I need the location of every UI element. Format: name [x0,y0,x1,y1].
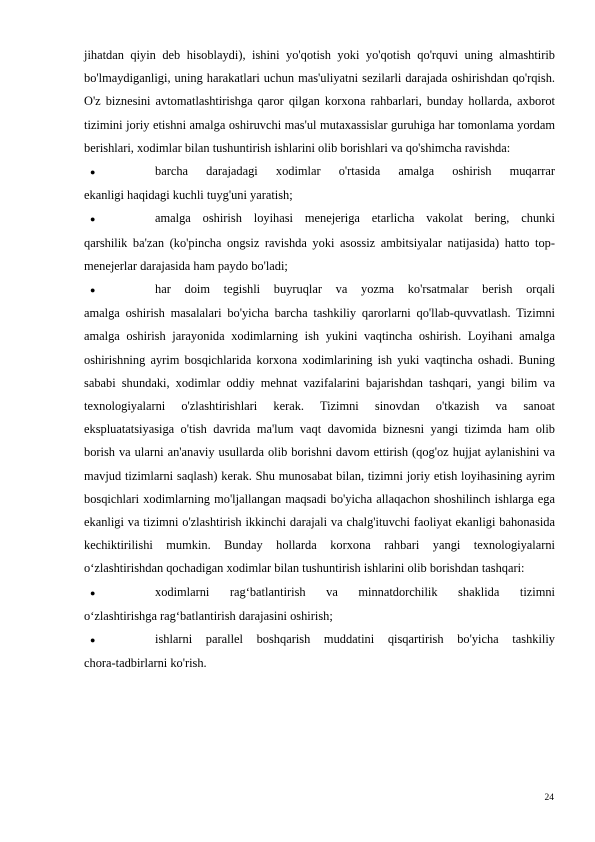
bullet-item [84,207,555,278]
bullet-text-continued: qarshilik ba'zan (ko'pincha ongsiz ravishda yoki asossiz ambitsiyalar natijasida) hatto top-menejerlar darajasida ham paydo bo'ladi; [84,235,555,273]
bullet-text-continued: amalga oshirish masalalari bo'yicha barcha tashkiliy qarorlarni qo'llab-quvvatlash. Tizimni amalga oshirish jarayonida xodimlarning ish yukini vaqtincha oshirish. Loyihani amalga oshirishning ayrim bosqichlarida korxona xodimlarining ish yuki vaqtincha oshadi. Buning sababi shundaki, xodimlar oddiy mehnat vazifalarini bajarishdan tashqari, yangi bilim va texnologiyalarni o'zlashtirishlari kerak. Tizimni sinovdan o'tkazish va sanoat ekspluatatsiyasiga o'tish davrida ma'lum vaqt davomida biznesni yangi tizimda ham olib borish va ularni an'anaviy usullarda olib borishni davom ettirish (qog'oz hujjat aylanishini va mavjud tizimlarni saqlash) kerak. Shu munosabat bilan, tizimni joriy etish loyihasining ayrim bosqichlari xodimlarning mo'ljallangan maqsadi bo'yicha allaqachon shoshilinch ishlarga ega ekanligi va tizimni o'zlashtirish ikkinchi darajali va chalg'ituvchi faoliyat ekanligi bahonasida kechiktirilishi mumkin. Bunday hollarda korxona rahbari yangi texnologiyalarni o‘zlashtirishdan qochadigan xodimlar bilan tushuntirish ishlarini olib borishdan tashqari: [84,306,555,576]
document-body [84,44,555,675]
bullet-text-first-line: ishlarni parallel boshqarish muddatini qisqartirish bo'yicha tashkiliy [155,632,555,647]
paragraph: jihatdan qiyin deb hisoblaydi), ishini yo'qotish yoki yo'qotish qo'rquvi uning almashtirib bo'lmaydiganligi, uning harakatlari uchun mas'uliyatni sezilarli darajada oshirishdan qo'rqish. O'z biznesini avtomatlashtirishga qaror qilgan korxona rahbarlari, bunday hollarda, axborot tizimini joriy etishni amalga oshiruvchi mas'ul mutaxassislar guruhiga har tomonlama yordam berishlari, xodimlar bilan tushuntirish ishlarini olib borishlari va qo'shimcha ravishda: [84,48,555,155]
bullet-dot-icon: ● [90,285,96,296]
bullet-text-continued: ekanligi haqidagi kuchli tuyg'uni yaratish; [84,188,293,203]
bullet-text-first-line: xodimlarni rag‘batlantirish va minnatdorchilik shaklida tizimni [155,584,555,599]
bullet-item [84,628,555,675]
page-number: 24 [544,793,554,803]
bullet-text-continued: o‘zlashtirishga rag‘batlantirish darajasini oshirish; [84,608,333,623]
bullet-dot-icon: ● [90,167,96,178]
bullet-dot-icon: ● [90,214,96,225]
bullet-dot-icon: ● [90,587,96,598]
bullet-text-first-line: har doim tegishli buyruqlar va yozma ko'rsatmalar berish orqali [155,282,555,297]
bullet-text-first-line: barcha darajadagi xodimlar o'rtasida amalga oshirish muqarrar [155,164,555,179]
bullet-item [84,278,555,581]
bullet-item [84,160,555,207]
bullet-item [84,581,555,628]
bullet-text-continued: chora-tadbirlarni ko'rish. [84,656,207,671]
bullet-dot-icon: ● [90,635,96,646]
bullet-text-first-line: amalga oshirish loyihasi menejeriga etarlicha vakolat bering, chunki [155,211,555,226]
